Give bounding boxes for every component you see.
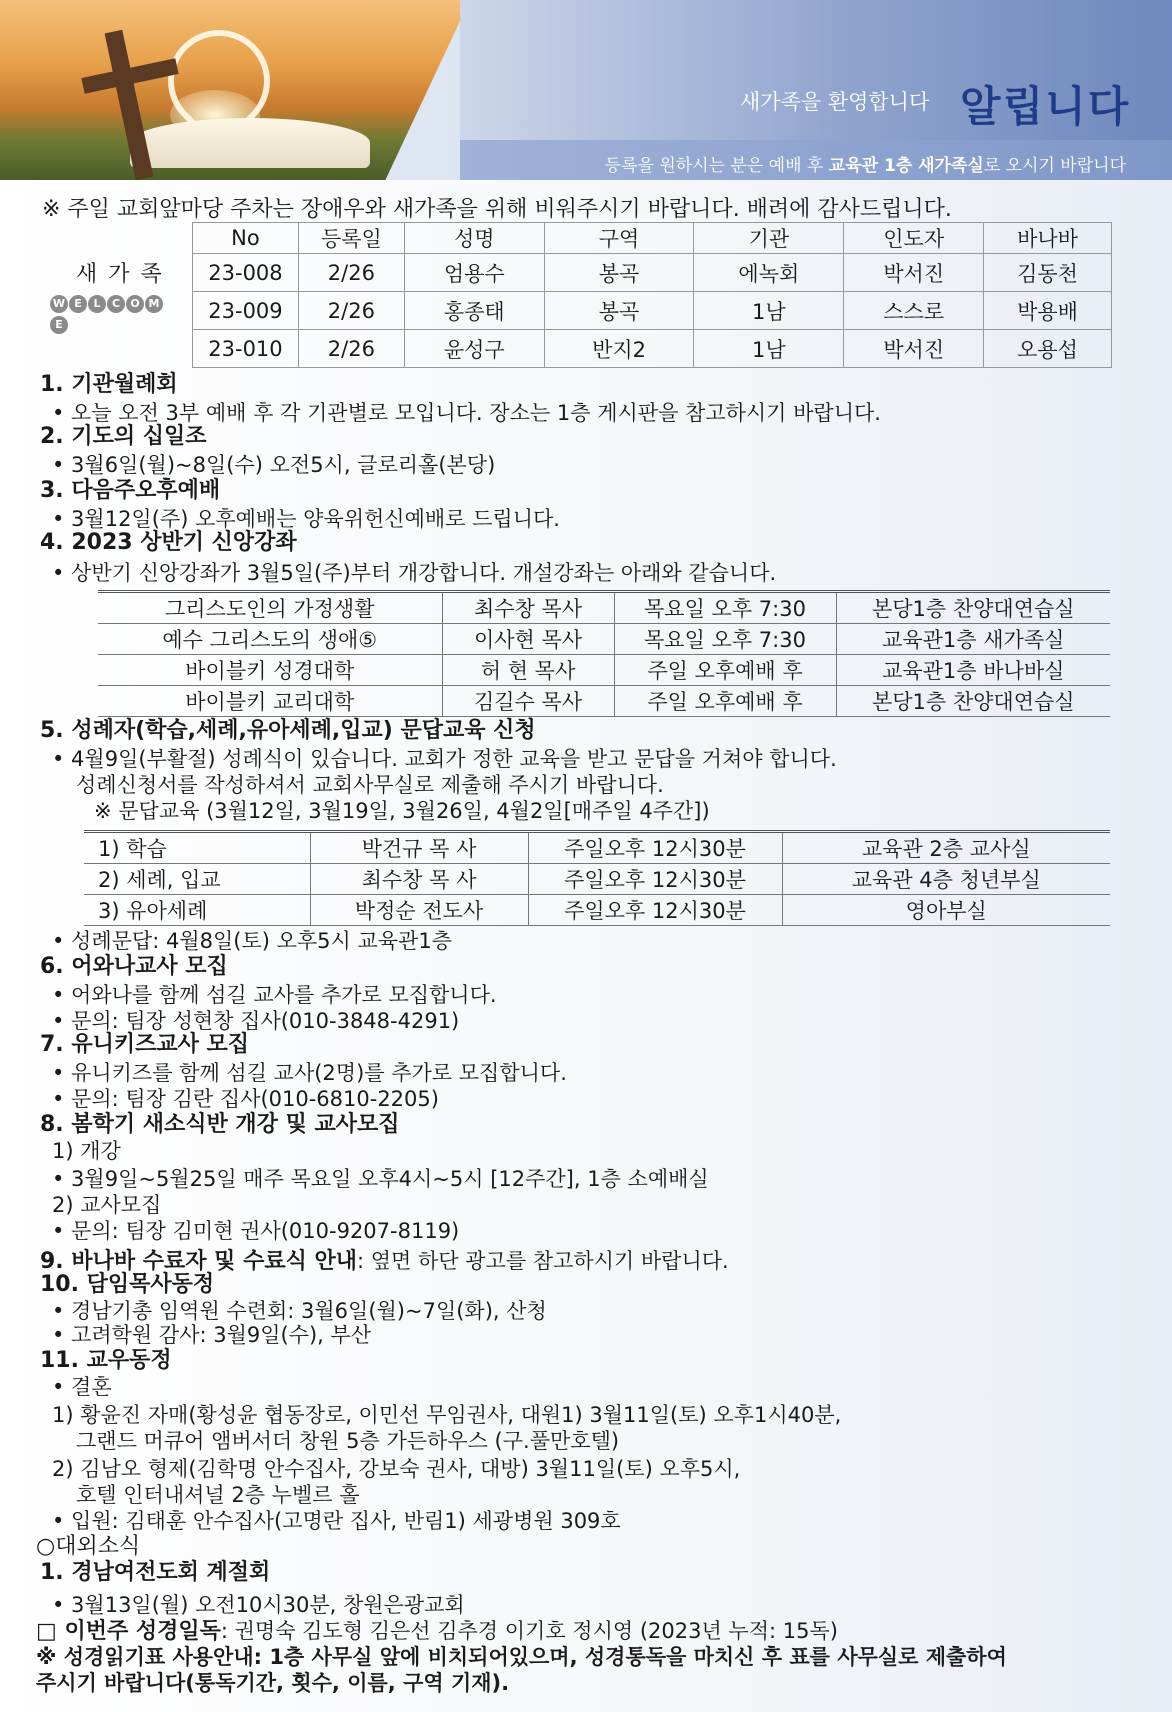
table-row: 23-008 2/26 엄용수 봉곡 에녹회 박서진 김동천 — [193, 254, 1112, 292]
section-11-line-3: 그랜드 머큐어 앰버서더 창원 5층 가든하우스 (구.풀만호텔) — [76, 1429, 620, 1453]
welcome-text: 새가족을 환영합니다 — [740, 90, 930, 114]
bible-icon — [130, 118, 370, 168]
table-row: 3) 유아세례 박정순 전도사 주일오후 12시30분 영아부실 — [84, 895, 1110, 926]
table-row: 2) 세례, 입교 최수창 목 사 주일오후 12시30분 교육관 4층 청년부실 — [84, 864, 1110, 895]
table-row: 23-010 2/26 윤성구 반지2 1남 박서진 오용섭 — [193, 330, 1112, 368]
section-8-title: 8. 봄학기 새소식반 개강 및 교사모집 — [40, 1112, 400, 1137]
table-row: 그리스도인의 가정생활 최수창 목사 목요일 오후 7:30 본당1층 찬양대연습실 — [98, 592, 1110, 624]
table-row: 23-009 2/26 홍종태 봉곡 1남 스스로 박용배 — [193, 292, 1112, 330]
table-row: 1) 학습 박건규 목 사 주일오후 12시30분 교육관 2층 교사실 — [84, 832, 1110, 864]
table-row: 바이블키 성경대학 허 현 목사 주일 오후예배 후 교육관1층 바나바실 — [98, 655, 1110, 686]
section-10-line-1: • 경남기총 임역원 수련회: 3월6일(월)~7일(화), 산청 — [52, 1299, 547, 1323]
section-10-title: 10. 담임목사동정 — [40, 1272, 215, 1297]
reading-note-2: 주시기 바랍니다(통독기간, 횟수, 이름, 구역 기재). — [36, 1671, 510, 1695]
section-2-title: 2. 기도의 십일조 — [40, 424, 207, 449]
section-5-line-4: • 성례문답: 4월8일(토) 오후5시 교육관1층 — [52, 929, 452, 953]
section-11-line-5: 호텔 인터내셔널 2층 누벨르 홀 — [76, 1483, 360, 1507]
section-11-line-2: 1) 황윤진 자매(황성윤 협동장로, 이민선 무임권사, 대원1) 3월11일(토) 오후1시40분, — [52, 1403, 842, 1427]
section-4-title: 4. 2023 상반기 신앙강좌 — [40, 530, 297, 555]
table-row: 바이블키 교리대학 김길수 목사 주일 오후예배 후 본당1층 찬양대연습실 — [98, 686, 1110, 717]
section-11-title: 11. 교우동정 — [40, 1348, 172, 1373]
external-section-1-title: 1. 경남여전도회 계절회 — [40, 1560, 271, 1585]
external-section-1-line: • 3월13일(월) 오전10시30분, 창원은광교회 — [52, 1593, 465, 1617]
section-11-line-1: • 결혼 — [52, 1375, 112, 1399]
page-title: 알립니다 — [960, 82, 1131, 131]
section-3-line: • 3월12일(주) 오후예배는 양육위헌신예배로 드립니다. — [52, 507, 560, 531]
header — [0, 0, 1172, 180]
lecture-table — [98, 590, 1110, 717]
section-3-title: 3. 다음주오후예배 — [40, 478, 221, 503]
section-6-line-2: • 문의: 팀장 성현창 집사(010-3848-4291) — [52, 1009, 460, 1033]
section-8-line-3: 2) 교사모집 — [52, 1193, 162, 1217]
cross-book-photo — [0, 0, 470, 180]
section-7-title: 7. 유니키즈교사 모집 — [40, 1032, 249, 1057]
section-5-title: 5. 성례자(학습,세례,유아세례,입교) 문답교육 신청 — [40, 718, 536, 743]
section-5-line-1: • 4월9일(부활절) 성례식이 있습니다. 교회가 정한 교육을 받고 문답을 거쳐야 합니다. — [52, 747, 837, 771]
section-1-title: 1. 기관월례회 — [40, 372, 178, 397]
table-header-row: No 등록일 성명 구역 기관 인도자 바나바 — [193, 223, 1112, 254]
section-11-line-4: 2) 김남오 형제(김학명 안수집사, 강보숙 권사, 대방) 3월11일(토) 오후5시, — [52, 1457, 741, 1481]
cross-icon — [105, 30, 154, 180]
external-news-title: ○대외소식 — [36, 1534, 141, 1559]
registration-text: 등록을 원하시는 분은 예배 후 교육관 1층 새가족실로 오시기 바랍니다 — [604, 156, 1126, 176]
section-7-line-1: • 유니키즈를 함께 섬길 교사(2명)를 추가로 모집합니다. — [52, 1061, 567, 1085]
section-6-title: 6. 어와나교사 모집 — [40, 954, 228, 979]
section-2-line: • 3월6일(월)~8일(수) 오전5시, 글로리홀(본당) — [52, 453, 496, 477]
section-7-line-2: • 문의: 팀장 김란 집사(010-6810-2205) — [52, 1087, 439, 1111]
section-6-line-1: • 어와나를 함께 섬길 교사를 추가로 모집합니다. — [52, 983, 497, 1007]
table-row: 예수 그리스도의 생애⑤ 이사현 목사 목요일 오후 7:30 교육관1층 새가족실 — [98, 624, 1110, 655]
section-8-line-4: • 문의: 팀장 김미현 권사(010-9207-8119) — [52, 1219, 460, 1243]
bible-reading: □ 이번주 성경일독: 권명숙 김도형 김은선 김추경 이기호 정시영 (2023년 누적: 15독) — [36, 1619, 838, 1644]
section-8-line-2: • 3월9일~5월25일 매주 목요일 오후4시~5시 [12주간], 1층 소예배실 — [52, 1167, 709, 1191]
welcome-badge: W E L C O ME — [50, 292, 180, 314]
section-10-line-2: • 고려학원 감사: 3월9일(수), 부산 — [52, 1323, 372, 1347]
catechism-table — [84, 830, 1110, 926]
section-1-line: • 오늘 오전 3부 예배 후 각 기관별로 모입니다. 장소는 1층 게시판을 참고하시기 바랍니다. — [52, 401, 881, 425]
section-5-line-2: 성례신청서를 작성하셔서 교회사무실로 제출해 주시기 바랍니다. — [76, 773, 664, 797]
newfamily-table — [192, 222, 1112, 368]
section-4-line: • 상반기 신앙강좌가 3월5일(주)부터 개강합니다. 개설강좌는 아래와 같습니다. — [52, 561, 777, 585]
section-9: 9. 바나바 수료자 및 수료식 안내: 옆면 하단 광고를 참고하시기 바랍니다. — [40, 1249, 729, 1274]
reading-note-1: ※ 성경읽기표 사용안내: 1층 사무실 앞에 비치되어있으며, 성경통독을 마치신 후 표를 사무실로 제출하여 — [36, 1645, 1007, 1669]
section-5-line-3: ※ 문답교육 (3월12일, 3월19일, 3월26일, 4월2일[매주일 4주간]) — [94, 799, 710, 823]
section-8-line-1: 1) 개강 — [52, 1139, 121, 1163]
newfamily-label: 새 가 족 — [76, 262, 164, 287]
parking-notice: ※ 주일 교회앞마당 주차는 장애우와 새가족을 위해 비워주시기 바랍니다. 배려에 감사드립니다. — [42, 197, 952, 222]
section-11-line-6: • 입원: 김태훈 안수집사(고명란 집사, 반림1) 세광병원 309호 — [52, 1509, 621, 1533]
